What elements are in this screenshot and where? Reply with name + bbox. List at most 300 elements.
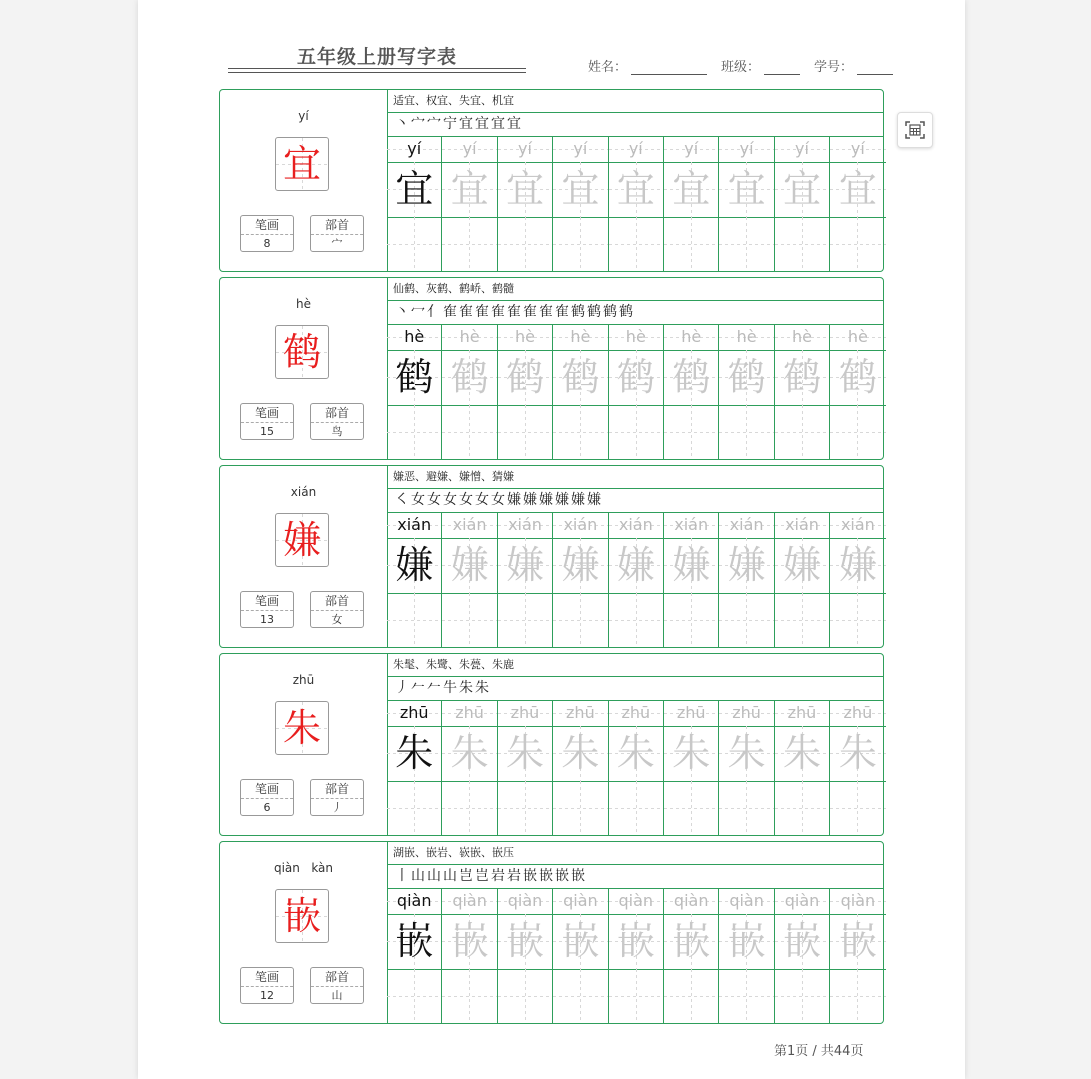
stroke-step: 嵌: [523, 868, 539, 884]
char-info-panel: [220, 466, 388, 647]
practice-char: 嵌: [387, 914, 441, 970]
practice-pinyin: qiàn: [609, 888, 663, 915]
practice-char: 嫌: [498, 538, 552, 594]
practice-column: [553, 700, 608, 835]
stroke-step: 隺: [523, 304, 539, 320]
practice-pinyin: hè: [775, 324, 829, 351]
practice-blank[interactable]: [830, 781, 885, 835]
practice-panel: [387, 654, 883, 835]
practice-blank[interactable]: [775, 969, 829, 1023]
stroke-step: 嫌: [571, 492, 587, 508]
practice-blank[interactable]: [553, 405, 607, 459]
stroke-step: 岂: [459, 868, 475, 884]
char-display-box: [275, 513, 329, 567]
radical-value: 宀: [331, 237, 343, 250]
stroke-step: 宜: [491, 116, 507, 132]
practice-char: 宜: [664, 162, 718, 218]
practice-column: [664, 324, 719, 459]
stroke-step: 隺: [491, 304, 507, 320]
stroke-count-value: 15: [260, 425, 274, 438]
stroke-step: 牛: [443, 680, 459, 696]
practice-column: [442, 700, 497, 835]
practice-blank[interactable]: [830, 969, 885, 1023]
practice-blank[interactable]: [830, 593, 885, 647]
stroke-step: 朱: [459, 680, 475, 696]
radical-value: 丿: [331, 801, 343, 814]
practice-grid: [387, 324, 883, 459]
practice-column: [719, 700, 774, 835]
stroke-step: 嫌: [587, 492, 603, 508]
practice-blank[interactable]: [719, 217, 773, 271]
practice-char: 宜: [609, 162, 663, 218]
practice-blank[interactable]: [609, 405, 663, 459]
practice-pinyin: hè: [664, 324, 718, 351]
practice-blank[interactable]: [664, 969, 718, 1023]
practice-char: 嵌: [775, 914, 829, 970]
practice-pinyin: xián: [830, 512, 885, 539]
practice-blank[interactable]: [387, 969, 441, 1023]
practice-char: 嫌: [775, 538, 829, 594]
practice-column: [553, 324, 608, 459]
practice-pinyin: xián: [719, 512, 773, 539]
practice-pinyin: yí: [775, 136, 829, 163]
char-info-panel: [220, 842, 388, 1023]
stroke-count-box: [240, 403, 294, 440]
practice-grid: [387, 136, 883, 271]
practice-column: [387, 700, 442, 835]
scan-button[interactable]: [897, 112, 933, 148]
practice-column: [609, 324, 664, 459]
character-card: [219, 653, 884, 836]
practice-pinyin: zhū: [442, 700, 496, 727]
practice-pinyin: xián: [775, 512, 829, 539]
practice-column: [442, 324, 497, 459]
practice-blank[interactable]: [664, 781, 718, 835]
practice-column: [664, 136, 719, 271]
practice-column: [664, 888, 719, 1023]
practice-blank[interactable]: [775, 593, 829, 647]
practice-column: [553, 512, 608, 647]
practice-pinyin: xián: [498, 512, 552, 539]
stroke-count-box: [240, 967, 294, 1004]
practice-blank[interactable]: [719, 781, 773, 835]
practice-char: 鹤: [664, 350, 718, 406]
practice-column: [442, 888, 497, 1023]
char-display-box: [275, 701, 329, 755]
practice-blank[interactable]: [498, 217, 552, 271]
stroke-count-value: 13: [260, 613, 274, 626]
student-info: [588, 56, 897, 75]
stroke-step: 女: [475, 492, 491, 508]
practice-char: 嫌: [830, 538, 885, 594]
class-label: 班级：: [721, 60, 761, 75]
practice-column: [719, 136, 774, 271]
char-glyph: 宜: [282, 142, 321, 186]
stroke-step: 隺: [443, 304, 459, 320]
practice-pinyin: yí: [442, 136, 496, 163]
practice-column: [719, 324, 774, 459]
practice-blank[interactable]: [442, 969, 496, 1023]
stroke-order: [387, 864, 883, 889]
practice-char: 嵌: [719, 914, 773, 970]
stroke-step: 女: [459, 492, 475, 508]
stroke-order: [387, 112, 883, 137]
stroke-count-box: [240, 215, 294, 252]
stroke-step: 女: [443, 492, 459, 508]
stroke-step: 女: [427, 492, 443, 508]
stroke-count-value: 6: [263, 801, 271, 814]
stroke-count-label: 笔画: [241, 216, 293, 235]
practice-panel: [387, 842, 883, 1023]
practice-column: [830, 136, 885, 271]
stroke-step: 嫌: [539, 492, 555, 508]
practice-column: [664, 512, 719, 647]
practice-blank[interactable]: [442, 593, 496, 647]
practice-blank[interactable]: [442, 217, 496, 271]
practice-pinyin: yí: [609, 136, 663, 163]
stroke-count-box: [240, 591, 294, 628]
practice-pinyin: xián: [664, 512, 718, 539]
practice-column: [442, 136, 497, 271]
stroke-step: 朱: [475, 680, 491, 696]
char-pinyin: zhū: [292, 673, 315, 687]
stroke-step: 宜: [507, 116, 523, 132]
stroke-step: 宜: [459, 116, 475, 132]
practice-pinyin: xián: [442, 512, 496, 539]
page-title: 五年级上册写字表: [296, 46, 457, 68]
practice-char: 朱: [830, 726, 885, 782]
practice-char: 宜: [442, 162, 496, 218]
practice-blank[interactable]: [387, 217, 441, 271]
practice-blank[interactable]: [664, 405, 718, 459]
practice-pinyin: zhū: [664, 700, 718, 727]
stroke-count-label: 笔画: [241, 780, 293, 799]
practice-char: 鹤: [609, 350, 663, 406]
radical-box: [310, 215, 364, 252]
practice-column: [830, 512, 885, 647]
stroke-step: 岩: [491, 868, 507, 884]
stroke-order: [387, 676, 883, 701]
stroke-step: 山: [427, 868, 443, 884]
practice-char: 嫌: [719, 538, 773, 594]
stroke-step: 嵌: [555, 868, 571, 884]
practice-blank[interactable]: [498, 969, 552, 1023]
name-field[interactable]: [631, 60, 707, 75]
practice-pinyin: hè: [830, 324, 885, 351]
practice-blank[interactable]: [775, 781, 829, 835]
char-pinyin: yí: [298, 109, 309, 123]
char-pinyin: hè: [296, 297, 311, 311]
practice-pinyin: qiàn: [387, 888, 441, 915]
stroke-step: 鹤: [571, 304, 587, 320]
page-indicator: 第1页 / 共44页: [774, 1044, 864, 1059]
practice-column: [609, 888, 664, 1023]
practice-column: [719, 512, 774, 647]
practice-column: [609, 700, 664, 835]
stroke-order: [387, 488, 883, 513]
practice-pinyin: hè: [553, 324, 607, 351]
stroke-step: ㇛: [395, 492, 411, 508]
stroke-count-value: 12: [260, 989, 274, 1002]
practice-blank[interactable]: [830, 217, 885, 271]
radical-label: 部首: [311, 592, 363, 611]
practice-char: 嫌: [387, 538, 441, 594]
practice-pinyin: hè: [498, 324, 552, 351]
practice-blank[interactable]: [387, 593, 441, 647]
practice-panel: [387, 466, 883, 647]
stroke-count-label: 笔画: [241, 592, 293, 611]
stroke-step: 丶: [395, 116, 411, 132]
char-glyph: 鹤: [282, 330, 321, 374]
practice-char: 鹤: [553, 350, 607, 406]
practice-column: [498, 700, 553, 835]
stroke-step: 女: [411, 492, 427, 508]
char-display-box: [275, 325, 329, 379]
class-field[interactable]: [764, 60, 800, 75]
practice-column: [775, 700, 830, 835]
stroke-step: 丨: [395, 868, 411, 884]
radical-value: 山: [331, 989, 343, 1002]
practice-pinyin: zhū: [830, 700, 885, 727]
radical-value: 鸟: [331, 425, 343, 438]
practice-blank[interactable]: [387, 781, 441, 835]
stroke-step: 山: [443, 868, 459, 884]
stroke-step: 隺: [539, 304, 555, 320]
practice-column: [609, 136, 664, 271]
practice-column: [719, 888, 774, 1023]
character-card: [219, 89, 884, 272]
practice-pinyin: qiàn: [664, 888, 718, 915]
char-glyph: 嵌: [282, 894, 321, 938]
stroke-step: 岩: [507, 868, 523, 884]
practice-blank[interactable]: [498, 405, 552, 459]
radical-label: 部首: [311, 968, 363, 987]
practice-pinyin: zhū: [387, 700, 441, 727]
radical-box: [310, 779, 364, 816]
practice-char: 鹤: [387, 350, 441, 406]
practice-blank[interactable]: [553, 969, 607, 1023]
word-list: 湖嵌、嵌岩、嵚嵌、嵌压: [387, 842, 883, 865]
char-info-panel: [220, 90, 388, 271]
practice-char: 嫌: [553, 538, 607, 594]
practice-char: 嵌: [498, 914, 552, 970]
char-pinyin: xián: [290, 485, 317, 499]
practice-column: [387, 888, 442, 1023]
stroke-step: 鹤: [619, 304, 635, 320]
practice-grid: [387, 888, 883, 1023]
practice-blank[interactable]: [664, 217, 718, 271]
character-card: [219, 841, 884, 1024]
stroke-order: [387, 300, 883, 325]
practice-column: [609, 512, 664, 647]
practice-char: 朱: [553, 726, 607, 782]
practice-pinyin: yí: [498, 136, 552, 163]
practice-char: 嵌: [442, 914, 496, 970]
stroke-step: 隺: [459, 304, 475, 320]
radical-value: 女: [331, 613, 343, 626]
practice-blank[interactable]: [664, 593, 718, 647]
stroke-count-box: [240, 779, 294, 816]
char-display-box: [275, 137, 329, 191]
practice-char: 嵌: [609, 914, 663, 970]
word-list: 适宜、权宜、失宜、机宜: [387, 90, 883, 113]
practice-pinyin: yí: [387, 136, 441, 163]
radical-box: [310, 967, 364, 1004]
practice-char: 嫌: [442, 538, 496, 594]
practice-char: 宜: [830, 162, 885, 218]
char-pinyin: qiàn kàn: [273, 861, 334, 875]
stroke-step: 亻: [427, 304, 443, 320]
word-list: 嫌恶、避嫌、嫌憎、猜嫌: [387, 466, 883, 489]
practice-blank[interactable]: [609, 781, 663, 835]
stroke-step: 宀: [411, 116, 427, 132]
char-info-panel: [220, 278, 388, 459]
practice-column: [387, 136, 442, 271]
practice-char: 鹤: [442, 350, 496, 406]
stroke-step: 嫌: [523, 492, 539, 508]
practice-column: [442, 512, 497, 647]
stroke-step: 嫌: [507, 492, 523, 508]
word-list: 朱髦、朱鹭、朱甍、朱鹿: [387, 654, 883, 677]
practice-column: [830, 324, 885, 459]
practice-column: [830, 888, 885, 1023]
practice-char: 嵌: [553, 914, 607, 970]
practice-blank[interactable]: [609, 969, 663, 1023]
practice-char: 嫌: [664, 538, 718, 594]
practice-blank[interactable]: [553, 217, 607, 271]
radical-label: 部首: [311, 404, 363, 423]
name-label: 姓名：: [588, 60, 628, 75]
radical-label: 部首: [311, 780, 363, 799]
practice-blank[interactable]: [609, 217, 663, 271]
stroke-step: 嫌: [555, 492, 571, 508]
practice-column: [830, 700, 885, 835]
stroke-step: 嵌: [539, 868, 555, 884]
practice-column: [775, 888, 830, 1023]
word-list: 仙鹤、灰鹤、鹤峤、鹤髓: [387, 278, 883, 301]
stroke-step: 鹤: [603, 304, 619, 320]
stroke-count-label: 笔画: [241, 968, 293, 987]
radical-box: [310, 403, 364, 440]
practice-blank[interactable]: [387, 405, 441, 459]
stroke-step: 嵌: [571, 868, 587, 884]
practice-char: 宜: [719, 162, 773, 218]
practice-pinyin: hè: [442, 324, 496, 351]
practice-blank[interactable]: [830, 405, 885, 459]
practice-char: 朱: [387, 726, 441, 782]
practice-pinyin: qiàn: [498, 888, 552, 915]
stroke-step: 岂: [475, 868, 491, 884]
practice-pinyin: zhū: [498, 700, 552, 727]
practice-char: 嵌: [664, 914, 718, 970]
stroke-step: 隺: [507, 304, 523, 320]
practice-column: [498, 136, 553, 271]
practice-char: 宜: [498, 162, 552, 218]
stroke-step: 隺: [555, 304, 571, 320]
practice-pinyin: qiàn: [830, 888, 885, 915]
practice-char: 朱: [664, 726, 718, 782]
stroke-step: 女: [491, 492, 507, 508]
practice-char: 朱: [442, 726, 496, 782]
practice-blank[interactable]: [609, 593, 663, 647]
practice-char: 嫌: [609, 538, 663, 594]
practice-char: 宜: [775, 162, 829, 218]
practice-pinyin: hè: [719, 324, 773, 351]
practice-column: [775, 136, 830, 271]
practice-pinyin: qiàn: [553, 888, 607, 915]
id-field[interactable]: [857, 60, 893, 75]
practice-column: [498, 888, 553, 1023]
practice-char: 嵌: [830, 914, 885, 970]
char-info-panel: [220, 654, 388, 835]
character-card: [219, 277, 884, 460]
practice-pinyin: hè: [609, 324, 663, 351]
practice-pinyin: zhū: [719, 700, 773, 727]
stroke-count-label: 笔画: [241, 404, 293, 423]
practice-char: 朱: [719, 726, 773, 782]
practice-blank[interactable]: [498, 593, 552, 647]
practice-pinyin: yí: [553, 136, 607, 163]
practice-char: 鹤: [775, 350, 829, 406]
practice-blank[interactable]: [775, 405, 829, 459]
practice-blank[interactable]: [442, 781, 496, 835]
stroke-step: 𠂉: [427, 680, 443, 696]
practice-blank[interactable]: [719, 405, 773, 459]
practice-blank[interactable]: [442, 405, 496, 459]
practice-column: [775, 324, 830, 459]
practice-pinyin: qiàn: [442, 888, 496, 915]
stroke-step: 丶: [395, 304, 411, 320]
practice-blank[interactable]: [553, 593, 607, 647]
stroke-step: 冖: [411, 304, 427, 320]
id-label: 学号：: [814, 60, 854, 75]
practice-column: [387, 512, 442, 647]
practice-column: [664, 700, 719, 835]
stroke-step: 宀: [427, 116, 443, 132]
stroke-step: 宁: [443, 116, 459, 132]
practice-blank[interactable]: [719, 969, 773, 1023]
practice-column: [553, 136, 608, 271]
practice-pinyin: zhū: [609, 700, 663, 727]
radical-box: [310, 591, 364, 628]
stroke-step: 丿: [395, 680, 411, 696]
practice-blank[interactable]: [775, 217, 829, 271]
stroke-count-value: 8: [263, 237, 271, 250]
practice-panel: [387, 278, 883, 459]
practice-pinyin: xián: [387, 512, 441, 539]
practice-column: [498, 324, 553, 459]
practice-blank[interactable]: [719, 593, 773, 647]
practice-pinyin: yí: [830, 136, 885, 163]
practice-blank[interactable]: [553, 781, 607, 835]
stroke-step: 𠂉: [411, 680, 427, 696]
practice-blank[interactable]: [498, 781, 552, 835]
title-underline-2: [228, 72, 526, 73]
practice-column: [498, 512, 553, 647]
practice-char: 宜: [553, 162, 607, 218]
stroke-step: 隺: [475, 304, 491, 320]
stroke-step: 鹤: [587, 304, 603, 320]
practice-pinyin: qiàn: [775, 888, 829, 915]
practice-grid: [387, 700, 883, 835]
char-glyph: 嫌: [282, 518, 321, 562]
practice-grid: [387, 512, 883, 647]
practice-pinyin: xián: [553, 512, 607, 539]
practice-char: 朱: [609, 726, 663, 782]
practice-char: 朱: [775, 726, 829, 782]
char-glyph: 朱: [282, 706, 321, 750]
practice-char: 宜: [387, 162, 441, 218]
